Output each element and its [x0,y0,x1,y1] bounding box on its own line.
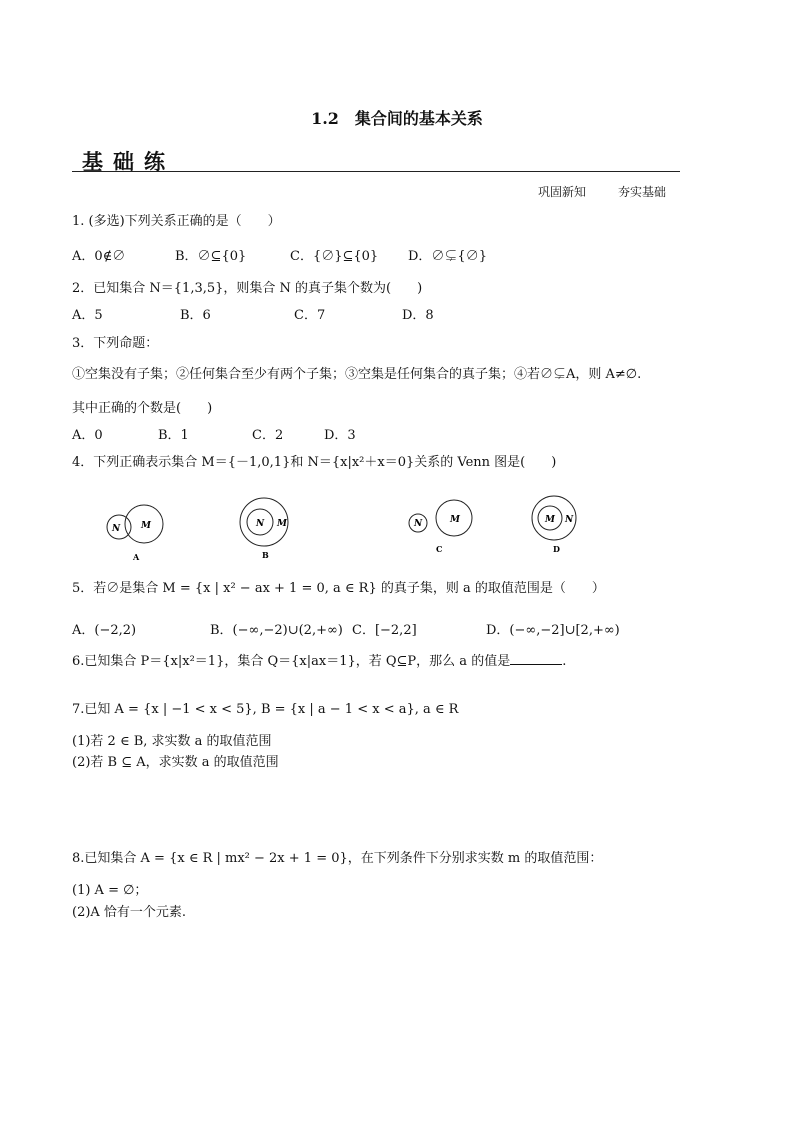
question-7-part-1: (1)若 2 ∈ B, 求实数 a 的取值范围 [72,734,272,749]
q1-option-a: A．0∉∅ [72,249,126,264]
venn-a-caption: A [133,552,140,562]
venn-d-outer-label: N [565,515,574,525]
q3-option-a: A．0 [72,428,103,443]
section-heading: 基础练 [82,149,175,174]
question-4-stem: 4．下列正确表示集合 M＝{－1,0,1}和 N＝{x|x²＋x＝0}关系的 Venn 图是( ) [72,455,557,470]
question-5-stem: 5．若∅是集合 M = {x | x² − ax + 1 = 0, a ∈ R} 的真子集，则 a 的取值范围是（ ） [72,581,605,596]
question-6 [72,650,566,669]
heading-rule [72,171,680,172]
q2-option-c: C．7 [294,308,326,323]
q6-answer-blank[interactable] [510,652,562,665]
venn-a-outer-label: M [141,521,151,531]
question-3-propositions: ①空集没有子集；②任何集合至少有两个子集；③空集是任何集合的真子集；④若∅⊊A，则 A≠∅. [72,367,642,382]
venn-diagram-d [528,494,598,568]
venn-d-inner-label: M [545,515,555,525]
page-title: 1.2 集合间的基本关系 [311,109,483,128]
venn-diagram-b [236,494,306,568]
q2-option-d: D．8 [402,308,434,323]
q1-option-b: B．∅⊆{0} [175,249,247,264]
venn-diagram-a [100,500,180,569]
q5-option-d: D．(−∞,−2]∪[2,+∞) [486,623,620,638]
question-8-part-2: (2)A 恰有一个元素. [72,905,187,920]
q1-option-c: C．{∅}⊆{0} [290,249,379,264]
q5-option-b: B．(−∞,−2)∪(2,+∞) [210,623,343,638]
q2-option-b: B．6 [180,308,211,323]
subheading-foundation: 夯实基础 [618,185,667,199]
question-6-stem: 6.已知集合 P＝{x|x²＝1}，集合 Q＝{x|ax＝1}，若 Q⊆P，那么 a 的值是 [72,654,511,669]
question-2-stem: 2．已知集合 N＝{1,3,5}，则集合 N 的真子集个数为( ) [72,281,423,296]
question-8-part-1: (1) A = ∅； [72,883,148,898]
question-3-stem: 3．下列命题： [72,336,159,351]
question-7-part-2: (2)若 B ⊆ A，求实数 a 的取值范围 [72,755,279,770]
venn-c-inner-label: N [414,519,423,529]
venn-d-caption: D [553,544,560,554]
q2-option-a: A．5 [72,308,103,323]
venn-c-caption: C [436,544,443,554]
question-7-stem: 7.已知 A = {x | −1 < x < 5}, B = {x | a − 1 < x < a}, a ∈ R [72,702,459,717]
question-1-stem: 1. (多选)下列关系正确的是（ ） [72,214,281,229]
question-8-stem: 8.已知集合 A = {x ∈ R | mx² − 2x + 1 = 0}，在下列条件下分别求实数 m 的取值范围： [72,851,603,866]
venn-b-outer-label: M [277,519,287,529]
q3-option-b: B．1 [158,428,189,443]
question-3-prompt: 其中正确的个数是( ) [72,401,213,416]
venn-a-inner-label: N [112,524,121,534]
venn-c-outer-label: M [450,515,460,525]
venn-b-inner-label: N [256,519,265,529]
q3-option-c: C．2 [252,428,284,443]
q5-option-a: A．(−2,2) [72,623,137,638]
venn-diagram-c [404,494,484,563]
q3-option-d: D．3 [324,428,356,443]
subheading-consolidate: 巩固新知 [538,185,587,199]
q1-option-d: D．∅⊊{∅} [408,249,487,264]
venn-b-caption: B [262,550,269,560]
question-6-tail: . [562,654,567,669]
q5-option-c: C．[−2,2] [352,623,417,638]
